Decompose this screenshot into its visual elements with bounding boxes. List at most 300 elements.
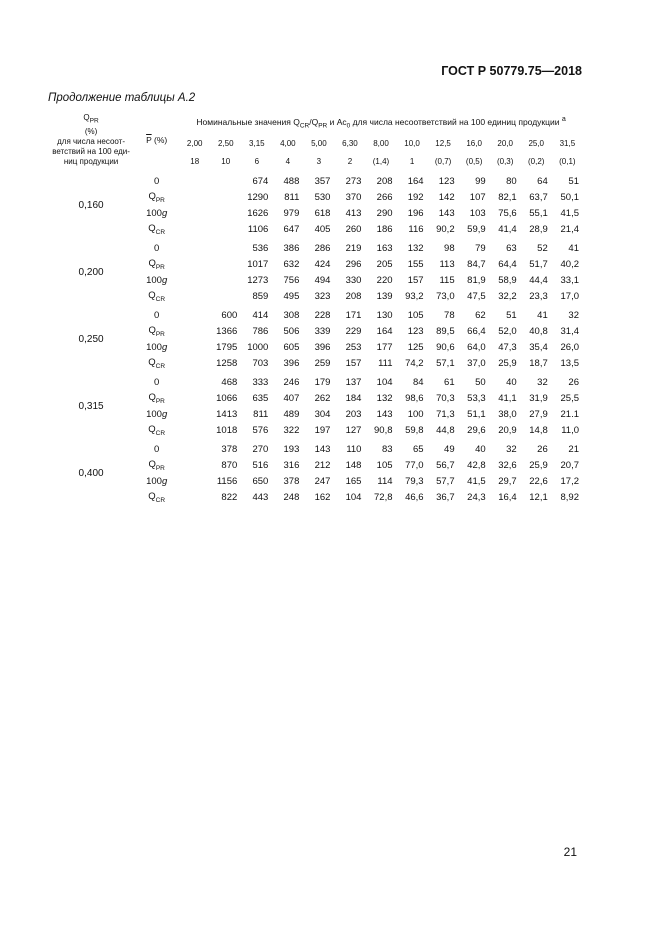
table-cell [179, 189, 210, 205]
table-cell: 413 [345, 207, 362, 219]
table-cell: 26,0 [560, 341, 579, 353]
column-header-0: 2,00 [186, 138, 203, 148]
table-cell: 42,8 [467, 459, 486, 471]
row-label-part: Q [148, 324, 156, 336]
table-cell [179, 323, 210, 339]
ac-value-4: 3 [316, 156, 322, 166]
table-cell: 650 [252, 475, 269, 487]
column-header-2: 3,15 [249, 138, 265, 148]
table-cell: 65 [412, 443, 424, 455]
table-cell: 21 [568, 443, 579, 455]
table-cell: 357 [314, 175, 331, 187]
table-cell: 506 [283, 325, 300, 337]
table-cell: 1258 [216, 357, 238, 369]
row-label-part: CR [155, 496, 166, 504]
table-cell: 55,1 [529, 207, 548, 219]
row-label-part: 0 [154, 242, 160, 254]
ac-value-1: 10 [221, 156, 231, 166]
table-cell: 113 [439, 258, 455, 270]
table-cell: 703 [252, 357, 269, 369]
table-cell: 114 [377, 475, 393, 487]
table-cell: 40,8 [529, 325, 548, 337]
row-label-qpr [134, 323, 179, 339]
row-label-part: 100 [146, 274, 162, 286]
row-label-part: CR [155, 295, 166, 303]
column-header-4: 5,00 [311, 138, 327, 148]
table-cell: 44,8 [436, 424, 455, 436]
row-label-part: Q [148, 190, 156, 202]
table-cell: 859 [252, 290, 269, 302]
row-label-part: 0 [154, 443, 160, 455]
ac-value-10: (0,3) [496, 156, 514, 166]
table-cell: 50,1 [560, 191, 579, 203]
row-label-100g [134, 473, 179, 489]
table-row [48, 170, 583, 189]
table-cell: 1066 [216, 392, 238, 404]
table-cell: 16,4 [498, 491, 517, 503]
table-cell [179, 489, 210, 505]
table-cell: 378 [221, 443, 238, 455]
table-cell: 23,3 [529, 290, 548, 302]
table-cell: 79,3 [405, 475, 424, 487]
p-header-symbol: $\overline{P}$ [146, 135, 152, 145]
ac-value-0: 18 [190, 156, 200, 166]
table-cell: 148 [345, 459, 362, 471]
table-cell: 89,5 [436, 325, 455, 337]
table-cell: 107 [469, 191, 486, 203]
table-cell: 1106 [247, 223, 269, 235]
table-cell [210, 272, 241, 288]
row-label-100g [134, 272, 179, 288]
table-cell [210, 170, 241, 189]
table-cell: 979 [283, 207, 300, 219]
table-cell: 50 [475, 376, 486, 388]
table-cell [179, 256, 210, 272]
p-value: 0,160 [78, 199, 104, 211]
table-cell: 14,8 [529, 424, 548, 436]
table-cell: 259 [314, 357, 331, 369]
table-cell: 78 [444, 309, 455, 321]
table-cell: 443 [252, 491, 269, 503]
table-cell: 80 [506, 175, 517, 187]
table-cell: 20,9 [498, 424, 517, 436]
table-cell [179, 304, 210, 323]
table-cell: 304 [314, 408, 331, 420]
table-cell: 11,0 [561, 424, 579, 436]
qpr-header-unit: (%) [84, 126, 98, 136]
table-cell: 424 [314, 258, 331, 270]
table-cell: 57,7 [436, 475, 455, 487]
ac-value-3: 4 [285, 156, 291, 166]
table-cell: 260 [345, 223, 362, 235]
row-label-100g [134, 339, 179, 355]
table-cell: 75,6 [498, 207, 517, 219]
table-cell: 29,7 [498, 475, 517, 487]
table-cell [210, 237, 241, 256]
table-cell: 53,3 [467, 392, 486, 404]
table-cell: 32,6 [498, 459, 517, 471]
table-cell: 84,7 [467, 258, 486, 270]
table-cell: 90,6 [436, 341, 455, 353]
table-cell [179, 170, 210, 189]
table-cell: 396 [314, 341, 331, 353]
table-cell: 59,9 [467, 223, 486, 235]
title-part-4: для числа несоответствий на 100 единиц продукции [350, 116, 562, 127]
table-cell: 323 [314, 290, 331, 302]
table-cell: 157 [407, 274, 424, 286]
table-cell: 31,4 [560, 325, 579, 337]
table-cell: 79 [475, 242, 486, 254]
table-cell: 57,1 [436, 357, 455, 369]
table-cell: 8,92 [560, 491, 579, 503]
table-cell: 47,5 [467, 290, 486, 302]
table-cell: 266 [376, 191, 393, 203]
column-header-5: 6,30 [342, 138, 358, 148]
table-cell: 1795 [216, 341, 238, 353]
table-cell: 1413 [216, 408, 238, 420]
table-cell: 29,6 [467, 424, 486, 436]
table-cell: 46,6 [405, 491, 424, 503]
row-label-part: g [161, 408, 168, 420]
table-cell: 142 [438, 191, 455, 203]
table-cell: 286 [314, 242, 331, 254]
column-header-1: 2,50 [217, 138, 234, 148]
table-cell: 32 [506, 443, 517, 455]
table-cell: 38,0 [498, 408, 517, 420]
table-cell: 100 [407, 408, 424, 420]
row-label-qcr [134, 355, 179, 371]
table-cell: 308 [283, 309, 300, 321]
table-cell: 164 [376, 325, 393, 337]
table-cell: 339 [314, 325, 331, 337]
table-cell: 47,3 [498, 341, 517, 353]
column-header-8: 12,5 [435, 138, 451, 148]
table-cell [179, 371, 210, 390]
table-cell: 41,5 [467, 475, 486, 487]
table-cell: 157 [345, 357, 362, 369]
row-label-part: PR [155, 330, 165, 338]
table-cell: 756 [283, 274, 300, 286]
table-cell: 536 [252, 242, 269, 254]
table-cell: 229 [345, 325, 362, 337]
table-cell: 41,4 [498, 223, 517, 235]
table-cell: 270 [252, 443, 269, 455]
table-cell: 576 [252, 424, 269, 436]
table-cell: 32 [568, 309, 579, 321]
qpr-header-sub: PR [89, 117, 99, 125]
row-label-part: Q [148, 490, 156, 502]
row-label-zero [134, 371, 179, 390]
table-cell: 103 [469, 207, 486, 219]
table-cell [179, 473, 210, 489]
column-header-11: 25,0 [528, 138, 545, 148]
p-value: 0,200 [78, 266, 104, 278]
table-cell: 316 [283, 459, 300, 471]
table-cell: 40 [475, 443, 486, 455]
nominal-values-title [179, 110, 583, 134]
table-cell: 125 [407, 341, 424, 353]
table-cell: 18,7 [529, 357, 548, 369]
ac-value-8: (0,7) [434, 156, 452, 166]
ac-value-6: (1,4) [372, 156, 390, 166]
table-cell: 870 [221, 459, 238, 471]
table-cell [179, 237, 210, 256]
ac-value-9: (0,5) [465, 156, 483, 166]
table-cell: 27,9 [529, 408, 548, 420]
table-cell [179, 205, 210, 221]
table-cell: 49 [444, 443, 455, 455]
table-cell: 110 [346, 443, 362, 455]
table-cell [179, 457, 210, 473]
table-cell: 21.1 [560, 408, 579, 420]
table-cell: 130 [376, 309, 393, 321]
row-label-part: CR [155, 429, 166, 437]
table-cell: 105 [407, 309, 424, 321]
data-table [48, 110, 583, 505]
ac-value-2: 6 [254, 156, 260, 166]
table-caption: Продолжение таблицы А.2 [48, 92, 196, 104]
table-cell: 468 [221, 376, 238, 388]
table-cell: 61 [444, 376, 455, 388]
table-cell: 63 [506, 242, 517, 254]
table-cell: 208 [376, 175, 393, 187]
table-cell: 51,7 [529, 258, 548, 270]
table-cell: 36,7 [436, 491, 455, 503]
table-cell: 21,4 [560, 223, 579, 235]
row-label-part: PR [155, 263, 165, 271]
table-cell: 228 [314, 309, 331, 321]
table-cell: 143 [314, 443, 331, 455]
table-cell: 40,2 [560, 258, 579, 270]
table-cell: 489 [283, 408, 300, 420]
table-cell: 164 [407, 175, 424, 187]
row-label-qcr [134, 288, 179, 304]
table-row [48, 304, 583, 323]
row-label-part: Q [148, 423, 156, 435]
table-cell: 84 [412, 376, 424, 388]
table-cell: 605 [283, 341, 300, 353]
p-header [134, 110, 179, 170]
column-header-10: 20,0 [497, 138, 513, 148]
row-label-part: Q [148, 391, 156, 403]
table-cell: 262 [314, 392, 331, 404]
row-label-part: g [161, 207, 168, 219]
table-cell: 98,6 [405, 392, 424, 404]
table-cell: 41,1 [498, 392, 517, 404]
table-cell: 77,0 [405, 459, 424, 471]
table-cell: 58,9 [498, 274, 517, 286]
table-cell: 220 [376, 274, 393, 286]
row-label-part: PR [155, 464, 165, 472]
table-cell: 219 [345, 242, 362, 254]
row-label-part: Q [148, 257, 156, 269]
row-label-part: Q [148, 289, 156, 301]
qpr-header-text-3: ниц продукции [63, 156, 119, 166]
table-cell: 184 [345, 392, 362, 404]
table-cell: 370 [345, 191, 362, 203]
table-cell: 51 [506, 309, 517, 321]
table-cell: 104 [345, 491, 362, 503]
table-cell: 90,8 [374, 424, 393, 436]
row-label-zero [134, 304, 179, 323]
ac-value-12: (0,1) [559, 156, 576, 166]
table-cell: 41 [568, 242, 579, 254]
table-cell: 70,3 [436, 392, 455, 404]
row-label-qpr [134, 256, 179, 272]
row-label-qcr [134, 489, 179, 505]
row-label-part: g [161, 475, 168, 487]
title-part-2: /Q [309, 116, 319, 127]
table-cell: 811 [253, 408, 269, 420]
row-label-part: CR [155, 362, 166, 370]
row-label-zero [134, 170, 179, 189]
table-cell: 1290 [247, 191, 269, 203]
table-cell: 26 [568, 376, 579, 388]
table-cell: 203 [345, 408, 362, 420]
p-value: 0,315 [78, 400, 104, 412]
ac-value-5: 2 [347, 156, 353, 166]
table-cell: 74,2 [405, 357, 424, 369]
row-label-part: Q [148, 356, 156, 368]
table-cell: 179 [314, 376, 331, 388]
table-row [48, 371, 583, 390]
table-cell: 28,9 [529, 223, 548, 235]
table-cell: 31,9 [529, 392, 548, 404]
table-cell: 322 [283, 424, 300, 436]
table-cell: 40 [506, 376, 517, 388]
column-header-6: 8,00 [373, 138, 389, 148]
title-part-3: и Ac [327, 116, 347, 127]
table-cell: 290 [376, 207, 393, 219]
table-cell: 13,5 [560, 357, 579, 369]
title-sub-1: CR [299, 122, 310, 130]
table-cell: 44,4 [529, 274, 548, 286]
table-cell: 246 [283, 376, 300, 388]
qpr-header-text-2: ветствий на 100 еди- [52, 146, 130, 156]
table-cell: 811 [284, 191, 300, 203]
row-label-part: 100 [146, 408, 162, 420]
table-cell: 81,9 [467, 274, 486, 286]
ac-value-11: (0,2) [528, 156, 545, 166]
table-cell: 104 [376, 376, 393, 388]
table-cell: 1626 [247, 207, 269, 219]
table-cell: 405 [314, 223, 331, 235]
row-label-qpr [134, 457, 179, 473]
table-cell: 35,4 [529, 341, 548, 353]
table-cell: 396 [283, 357, 300, 369]
table-cell: 41 [537, 309, 548, 321]
table-cell: 171 [345, 309, 362, 321]
table-cell: 822 [221, 491, 238, 503]
table-cell: 248 [283, 491, 300, 503]
table-cell: 143 [376, 408, 393, 420]
table-cell: 20,7 [560, 459, 579, 471]
table-cell [210, 256, 241, 272]
column-header-7: 10,0 [404, 138, 420, 148]
table-cell: 51,1 [467, 408, 486, 420]
row-label-part: CR [155, 228, 166, 236]
table-cell: 137 [345, 376, 362, 388]
table-cell: 83 [381, 443, 393, 455]
table-cell: 618 [314, 207, 331, 219]
table-cell [179, 288, 210, 304]
table-cell: 71,3 [436, 408, 455, 420]
table-cell: 247 [314, 475, 331, 487]
table-cell: 143 [438, 207, 455, 219]
row-label-part: g [161, 341, 168, 353]
table-cell: 1156 [216, 475, 238, 487]
row-label-part: 100 [146, 207, 162, 219]
table-cell: 186 [376, 223, 393, 235]
table-cell: 193 [283, 443, 300, 455]
table-cell [179, 339, 210, 355]
table-cell: 25,9 [529, 459, 548, 471]
table-cell: 111 [378, 357, 393, 369]
table-cell [210, 189, 241, 205]
title-sub-3: 0 [346, 122, 351, 130]
row-label-part: 0 [154, 309, 160, 321]
document-header: ГОСТ Р 50779.75—2018 [441, 64, 582, 78]
qpr-header [48, 110, 134, 170]
table-cell: 132 [376, 392, 393, 404]
table-cell [179, 355, 210, 371]
table-cell: 17,2 [560, 475, 579, 487]
table-cell: 333 [252, 376, 269, 388]
table-cell: 155 [407, 258, 424, 270]
table-cell: 123 [407, 325, 424, 337]
table-cell: 115 [439, 274, 455, 286]
row-label-qpr [134, 390, 179, 406]
table-cell: 1018 [216, 424, 238, 436]
table-cell: 674 [252, 175, 269, 187]
table-cell: 516 [252, 459, 269, 471]
table-cell: 1017 [247, 258, 269, 270]
table-cell: 17,0 [560, 290, 579, 302]
table-cell: 51 [568, 175, 579, 187]
table-cell: 105 [376, 459, 393, 471]
table-cell: 495 [283, 290, 300, 302]
table-cell: 386 [283, 242, 300, 254]
column-header-3: 4,00 [280, 138, 296, 148]
table-cell: 632 [283, 258, 300, 270]
title-sub-2: PR [318, 122, 328, 130]
table-cell: 59,8 [405, 424, 424, 436]
table-cell: 253 [345, 341, 362, 353]
table-cell: 488 [283, 175, 300, 187]
table-cell: 132 [407, 242, 424, 254]
row-label-part: 0 [154, 376, 160, 388]
table-cell [179, 406, 210, 422]
table-cell: 93,2 [405, 290, 424, 302]
table-cell: 205 [376, 258, 393, 270]
table-cell: 33,1 [560, 274, 579, 286]
table-cell: 25,9 [498, 357, 517, 369]
table-cell: 647 [283, 223, 300, 235]
p-header-unit: (%) [151, 135, 168, 145]
column-header-9: 16,0 [466, 138, 482, 148]
table-cell [210, 288, 241, 304]
table-cell: 64,0 [467, 341, 486, 353]
table-cell: 196 [407, 207, 424, 219]
table-cell: 64 [537, 175, 548, 187]
row-label-100g [134, 205, 179, 221]
row-label-part: Q [148, 222, 156, 234]
table-cell: 52 [537, 242, 548, 254]
table-cell: 37,0 [467, 357, 486, 369]
table-cell: 63,7 [529, 191, 548, 203]
table-cell: 99 [475, 175, 486, 187]
title-part-1: Номинальные значения Q [196, 116, 300, 127]
